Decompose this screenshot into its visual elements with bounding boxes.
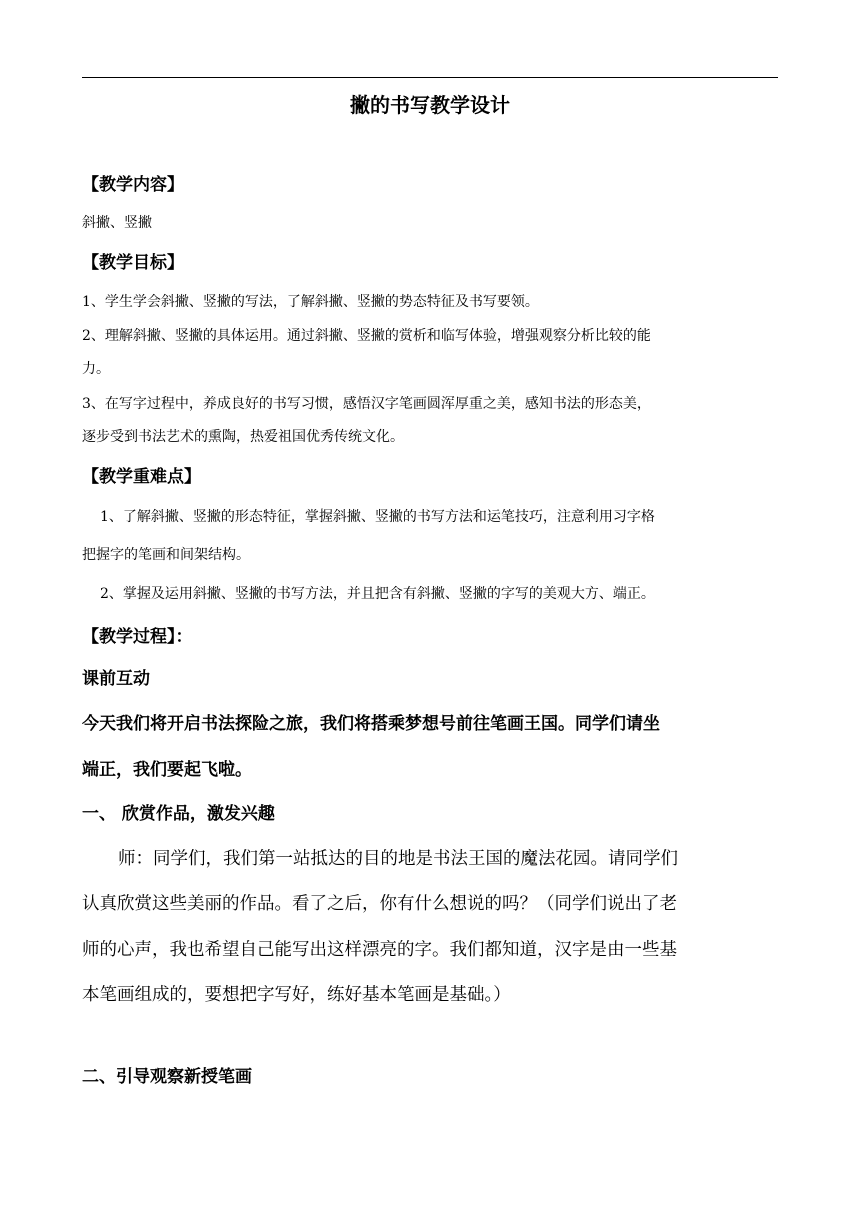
- goal-item-2-line-2: 力。: [82, 361, 110, 377]
- paragraph-line-2: 认真欣赏这些美丽的作品。看了之后，你有什么想说的吗？（同学们说出了老: [82, 894, 677, 914]
- key-point-1-line-2: 把握字的笔画和间架结构。: [82, 547, 250, 563]
- goal-item-3-line-1: 3、在写字过程中，养成良好的书写习惯，感悟汉字笔画圆浑厚重之美，感知书法的形态美，: [82, 396, 651, 412]
- intro-line-1: 今天我们将开启书法探险之旅，我们将搭乘梦想号前往笔画王国。同学们请坐: [82, 714, 660, 734]
- header-rule: [82, 77, 778, 78]
- goal-item-1: 1、学生学会斜撇、竖撇的写法，了解斜撇、竖撇的势态特征及书写要领。: [82, 294, 539, 310]
- paragraph-line-1: 师：同学们，我们第一站抵达的目的地是书法王国的魔法花园。请同学们: [118, 849, 678, 869]
- section-1-title: 一、 欣赏作品，激发兴趣: [82, 804, 275, 824]
- goal-item-2-line-1: 2、理解斜撇、竖撇的具体运用。通过斜撇、竖撇的赏析和临写体验，增强观察分析比较的能: [82, 328, 651, 344]
- content-text: 斜撇、竖撇: [82, 215, 152, 231]
- intro-line-2: 端正，我们要起飞啦。: [82, 760, 252, 780]
- paragraph-line-4: 本笔画组成的，要想把字写好，练好基本笔画是基础。）: [82, 985, 511, 1005]
- key-point-1-line-1: 1、了解斜撇、竖撇的形态特征，掌握斜撇、竖撇的书写方法和运笔技巧，注意利用习字格: [100, 509, 655, 525]
- key-points-heading: 【教学重难点】: [82, 467, 201, 487]
- goal-item-3-line-2: 逐步受到书法艺术的熏陶，热爱祖国优秀传统文化。: [82, 429, 404, 445]
- process-heading: 【教学过程】：: [82, 627, 193, 647]
- content-heading: 【教学内容】: [82, 175, 184, 195]
- document-title: 撇的书写教学设计: [350, 93, 510, 117]
- section-2-title: 二、引导观察新授笔画: [82, 1067, 252, 1087]
- paragraph-line-3: 师的心声，我也希望自己能写出这样漂亮的字。我们都知道，汉字是由一些基: [82, 940, 677, 960]
- pre-class-heading: 课前互动: [82, 669, 150, 689]
- goals-heading: 【教学目标】: [82, 253, 184, 273]
- key-point-2: 2、掌握及运用斜撇、竖撇的书写方法，并且把含有斜撇、竖撇的字写的美观大方、端正。: [100, 586, 655, 602]
